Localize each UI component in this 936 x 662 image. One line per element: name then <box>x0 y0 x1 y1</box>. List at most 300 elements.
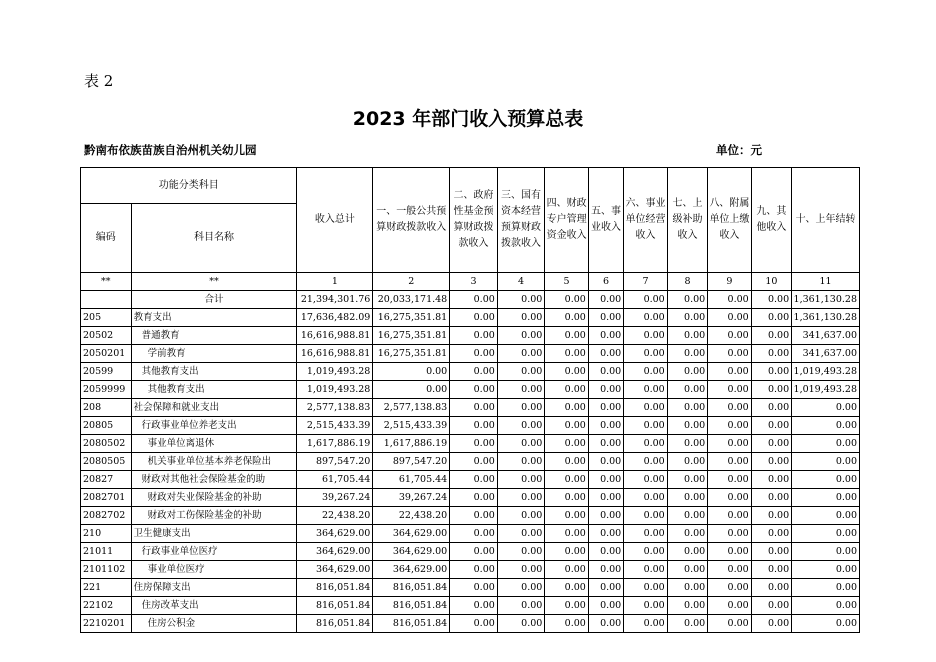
item-name-cell: 事业单位离退休 <box>131 435 297 453</box>
organization-name: 黔南布依族苗族自治州机关幼儿园 <box>84 143 257 157</box>
amount-cell: 0.00 <box>667 489 707 507</box>
amount-cell: 0.00 <box>667 291 707 309</box>
amount-cell: 0.00 <box>450 543 498 561</box>
amount-cell: 0.00 <box>751 525 791 543</box>
item-name-cell: 住房公积金 <box>131 615 297 633</box>
amount-cell: 0.00 <box>497 615 545 633</box>
table-body <box>81 273 860 633</box>
amount-cell: 0.00 <box>792 507 860 525</box>
table-row <box>81 309 860 327</box>
amount-cell: 2,515,433.39 <box>373 417 450 435</box>
amount-cell: 0.00 <box>708 453 752 471</box>
amount-cell: 0.00 <box>545 435 589 453</box>
amount-cell: 0.00 <box>545 543 589 561</box>
amount-cell: 0.00 <box>450 489 498 507</box>
amount-cell: 2,577,138.83 <box>373 399 450 417</box>
total-label-cell: 合计 <box>131 291 297 309</box>
amount-cell: 0.00 <box>751 327 791 345</box>
amount-cell: 0.00 <box>708 291 752 309</box>
amount-cell: 0.00 <box>624 309 668 327</box>
table-row <box>81 453 860 471</box>
amount-cell: 0.00 <box>751 453 791 471</box>
amount-cell: 0.00 <box>588 435 623 453</box>
code-cell: 22102 <box>81 597 132 615</box>
code-cell: 208 <box>81 399 132 417</box>
amount-cell: 0.00 <box>792 561 860 579</box>
amount-cell: 0.00 <box>708 435 752 453</box>
table-row <box>81 345 860 363</box>
amount-cell: 0.00 <box>708 615 752 633</box>
item-name-cell: 社会保障和就业支出 <box>131 399 297 417</box>
amount-cell: 0.00 <box>667 417 707 435</box>
code-cell: 205 <box>81 309 132 327</box>
amount-cell: 0.00 <box>708 471 752 489</box>
amount-cell: 0.00 <box>624 507 668 525</box>
amount-cell: 0.00 <box>450 471 498 489</box>
table-row <box>81 525 860 543</box>
amount-cell: 1,617,886.19 <box>297 435 373 453</box>
amount-cell: 0.00 <box>792 435 860 453</box>
page-title: 2023 年部门收入预算总表 <box>352 108 584 130</box>
amount-cell: 0.00 <box>588 309 623 327</box>
amount-cell: 0.00 <box>545 579 589 597</box>
amount-cell: 0.00 <box>751 435 791 453</box>
column-index-cell: 8 <box>667 273 707 291</box>
amount-cell: 0.00 <box>497 309 545 327</box>
amount-cell: 0.00 <box>624 579 668 597</box>
amount-cell: 0.00 <box>667 615 707 633</box>
item-name-cell: 其他教育支出 <box>131 381 297 399</box>
amount-cell: 0.00 <box>545 381 589 399</box>
item-name-cell: 财政对工伤保险基金的补助 <box>131 507 297 525</box>
amount-cell: 0.00 <box>497 381 545 399</box>
item-name-cell: 卫生健康支出 <box>131 525 297 543</box>
amount-cell: 0.00 <box>667 543 707 561</box>
amount-cell: 1,361,130.28 <box>792 309 860 327</box>
amount-cell: 0.00 <box>588 579 623 597</box>
column-index-cell: 1 <box>297 273 373 291</box>
amount-cell: 0.00 <box>588 399 623 417</box>
amount-cell: 0.00 <box>624 489 668 507</box>
amount-cell: 0.00 <box>545 363 589 381</box>
amount-cell: 0.00 <box>667 363 707 381</box>
amount-cell: 0.00 <box>497 453 545 471</box>
amount-cell: 0.00 <box>708 489 752 507</box>
amount-cell: 0.00 <box>497 471 545 489</box>
table-row <box>81 363 860 381</box>
table-row <box>81 543 860 561</box>
amount-cell: 816,051.84 <box>373 615 450 633</box>
header-total: 收入总计 <box>297 168 373 273</box>
code-cell: 2059999 <box>81 381 132 399</box>
amount-cell: 0.00 <box>497 507 545 525</box>
amount-cell: 0.00 <box>450 399 498 417</box>
amount-cell: 0.00 <box>545 525 589 543</box>
amount-cell: 0.00 <box>624 471 668 489</box>
amount-cell: 364,629.00 <box>297 525 373 543</box>
code-cell: 20805 <box>81 417 132 435</box>
amount-cell: 0.00 <box>497 327 545 345</box>
amount-cell: 0.00 <box>588 543 623 561</box>
amount-cell: 0.00 <box>497 291 545 309</box>
column-index-cell: ** <box>131 273 297 291</box>
amount-cell: 0.00 <box>588 525 623 543</box>
amount-cell: 816,051.84 <box>297 597 373 615</box>
column-index-cell: ** <box>81 273 132 291</box>
header-col-6: 六、事业单位经营收入 <box>624 168 668 273</box>
amount-cell: 39,267.24 <box>297 489 373 507</box>
amount-cell: 341,637.00 <box>792 345 860 363</box>
item-name-cell: 行政事业单位医疗 <box>131 543 297 561</box>
amount-cell: 0.00 <box>450 381 498 399</box>
amount-cell: 16,616,988.81 <box>297 327 373 345</box>
amount-cell: 0.00 <box>588 507 623 525</box>
column-index-cell: 3 <box>450 273 498 291</box>
amount-cell: 0.00 <box>751 381 791 399</box>
amount-cell: 341,637.00 <box>792 327 860 345</box>
amount-cell: 0.00 <box>497 399 545 417</box>
amount-cell: 39,267.24 <box>373 489 450 507</box>
header-col-5: 五、事业收入 <box>588 168 623 273</box>
amount-cell: 0.00 <box>624 543 668 561</box>
header-col-1: 一、一般公共预算财政拨款收入 <box>373 168 450 273</box>
amount-cell: 0.00 <box>624 399 668 417</box>
amount-cell: 0.00 <box>588 597 623 615</box>
table-row <box>81 435 860 453</box>
item-name-cell: 其他教育支出 <box>131 363 297 381</box>
amount-cell: 1,019,493.28 <box>792 363 860 381</box>
amount-cell: 0.00 <box>667 525 707 543</box>
amount-cell: 0.00 <box>792 615 860 633</box>
amount-cell: 0.00 <box>624 561 668 579</box>
amount-cell: 0.00 <box>667 399 707 417</box>
amount-cell: 0.00 <box>667 579 707 597</box>
amount-cell: 0.00 <box>792 399 860 417</box>
amount-cell: 0.00 <box>588 381 623 399</box>
amount-cell: 0.00 <box>751 543 791 561</box>
amount-cell: 0.00 <box>624 435 668 453</box>
amount-cell: 0.00 <box>624 525 668 543</box>
amount-cell: 0.00 <box>545 291 589 309</box>
amount-cell: 0.00 <box>751 579 791 597</box>
header-col-4: 四、财政专户管理资金收入 <box>545 168 589 273</box>
code-cell: 2082702 <box>81 507 132 525</box>
amount-cell: 897,547.20 <box>297 453 373 471</box>
amount-cell: 816,051.84 <box>373 579 450 597</box>
amount-cell: 0.00 <box>545 471 589 489</box>
amount-cell: 364,629.00 <box>373 525 450 543</box>
amount-cell: 17,636,482.09 <box>297 309 373 327</box>
amount-cell: 0.00 <box>751 615 791 633</box>
amount-cell: 0.00 <box>708 363 752 381</box>
amount-cell: 0.00 <box>450 615 498 633</box>
amount-cell: 0.00 <box>588 417 623 435</box>
code-cell: 20827 <box>81 471 132 489</box>
amount-cell: 1,019,493.28 <box>792 381 860 399</box>
amount-cell: 0.00 <box>708 345 752 363</box>
amount-cell: 0.00 <box>624 381 668 399</box>
code-cell: 2082701 <box>81 489 132 507</box>
amount-cell: 364,629.00 <box>373 561 450 579</box>
amount-cell: 16,616,988.81 <box>297 345 373 363</box>
header-func-category: 功能分类科目 <box>81 168 297 204</box>
amount-cell: 0.00 <box>545 327 589 345</box>
amount-cell: 0.00 <box>708 543 752 561</box>
table-row <box>81 327 860 345</box>
amount-cell: 364,629.00 <box>297 543 373 561</box>
amount-cell: 0.00 <box>751 291 791 309</box>
amount-cell: 0.00 <box>751 597 791 615</box>
table-row <box>81 471 860 489</box>
amount-cell: 0.00 <box>450 507 498 525</box>
amount-cell: 0.00 <box>588 561 623 579</box>
table-row <box>81 597 860 615</box>
amount-cell: 0.00 <box>545 597 589 615</box>
amount-cell: 0.00 <box>497 597 545 615</box>
amount-cell: 0.00 <box>545 507 589 525</box>
column-index-cell: 7 <box>624 273 668 291</box>
table-row <box>81 561 860 579</box>
item-name-cell: 财政对其他社会保险基金的助 <box>131 471 297 489</box>
amount-cell: 0.00 <box>667 597 707 615</box>
amount-cell: 0.00 <box>450 561 498 579</box>
amount-cell: 0.00 <box>792 543 860 561</box>
amount-cell: 0.00 <box>545 345 589 363</box>
amount-cell: 0.00 <box>792 417 860 435</box>
amount-cell: 1,617,886.19 <box>373 435 450 453</box>
amount-cell: 0.00 <box>624 453 668 471</box>
item-name-cell: 教育支出 <box>131 309 297 327</box>
amount-cell: 897,547.20 <box>373 453 450 471</box>
amount-cell: 0.00 <box>497 435 545 453</box>
code-cell: 21011 <box>81 543 132 561</box>
amount-cell: 0.00 <box>373 363 450 381</box>
amount-cell: 0.00 <box>792 525 860 543</box>
amount-cell: 0.00 <box>708 417 752 435</box>
amount-cell: 0.00 <box>588 345 623 363</box>
header-code: 编码 <box>81 204 132 273</box>
amount-cell: 0.00 <box>545 561 589 579</box>
code-cell: 210 <box>81 525 132 543</box>
amount-cell: 0.00 <box>545 309 589 327</box>
amount-cell: 0.00 <box>588 327 623 345</box>
amount-cell: 0.00 <box>450 597 498 615</box>
code-cell <box>81 291 132 309</box>
column-index-cell: 11 <box>792 273 860 291</box>
amount-cell: 0.00 <box>624 417 668 435</box>
code-cell: 2050201 <box>81 345 132 363</box>
amount-cell: 0.00 <box>708 525 752 543</box>
amount-cell: 1,019,493.28 <box>297 381 373 399</box>
amount-cell: 0.00 <box>497 543 545 561</box>
amount-cell: 21,394,301.76 <box>297 291 373 309</box>
amount-cell: 0.00 <box>792 489 860 507</box>
amount-cell: 0.00 <box>751 363 791 381</box>
table-row <box>81 507 860 525</box>
item-name-cell: 住房改革支出 <box>131 597 297 615</box>
amount-cell: 0.00 <box>751 399 791 417</box>
amount-cell: 0.00 <box>708 597 752 615</box>
amount-cell: 0.00 <box>708 399 752 417</box>
amount-cell: 0.00 <box>497 579 545 597</box>
amount-cell: 0.00 <box>497 489 545 507</box>
amount-cell: 1,361,130.28 <box>792 291 860 309</box>
amount-cell: 0.00 <box>751 471 791 489</box>
amount-cell: 0.00 <box>624 597 668 615</box>
amount-cell: 0.00 <box>708 309 752 327</box>
code-cell: 2080505 <box>81 453 132 471</box>
amount-cell: 20,033,171.48 <box>373 291 450 309</box>
amount-cell: 22,438.20 <box>373 507 450 525</box>
amount-cell: 0.00 <box>588 489 623 507</box>
amount-cell: 0.00 <box>624 615 668 633</box>
header-col-2: 二、政府性基金预算财政拨款收入 <box>450 168 498 273</box>
amount-cell: 0.00 <box>667 381 707 399</box>
item-name-cell: 普通教育 <box>131 327 297 345</box>
column-index-cell: 6 <box>588 273 623 291</box>
amount-cell: 0.00 <box>708 507 752 525</box>
table-row <box>81 291 860 309</box>
table-row <box>81 489 860 507</box>
amount-cell: 0.00 <box>624 363 668 381</box>
amount-cell: 0.00 <box>450 579 498 597</box>
header-col-9: 九、其他收入 <box>751 168 791 273</box>
amount-cell: 816,051.84 <box>373 597 450 615</box>
amount-cell: 16,275,351.81 <box>373 345 450 363</box>
amount-cell: 0.00 <box>667 471 707 489</box>
amount-cell: 0.00 <box>708 327 752 345</box>
amount-cell: 816,051.84 <box>297 615 373 633</box>
amount-cell: 0.00 <box>545 453 589 471</box>
item-name-cell: 事业单位医疗 <box>131 561 297 579</box>
column-index-cell: 9 <box>708 273 752 291</box>
header-col-3: 三、国有资本经营预算财政拨款收入 <box>497 168 545 273</box>
amount-cell: 0.00 <box>667 561 707 579</box>
amount-cell: 0.00 <box>751 489 791 507</box>
column-index-cell: 5 <box>545 273 589 291</box>
amount-cell: 0.00 <box>708 579 752 597</box>
amount-cell: 0.00 <box>497 561 545 579</box>
amount-cell: 0.00 <box>751 561 791 579</box>
amount-cell: 0.00 <box>588 615 623 633</box>
amount-cell: 0.00 <box>751 309 791 327</box>
table-row <box>81 399 860 417</box>
amount-cell: 0.00 <box>545 417 589 435</box>
amount-cell: 0.00 <box>373 381 450 399</box>
item-name-cell: 行政事业单位养老支出 <box>131 417 297 435</box>
amount-cell: 0.00 <box>624 291 668 309</box>
amount-cell: 0.00 <box>545 489 589 507</box>
column-index-row <box>81 273 860 291</box>
code-cell: 20502 <box>81 327 132 345</box>
amount-cell: 16,275,351.81 <box>373 327 450 345</box>
table-row <box>81 579 860 597</box>
amount-cell: 0.00 <box>450 435 498 453</box>
amount-cell: 0.00 <box>497 525 545 543</box>
amount-cell: 0.00 <box>751 417 791 435</box>
amount-cell: 0.00 <box>751 345 791 363</box>
code-cell: 2210201 <box>81 615 132 633</box>
amount-cell: 0.00 <box>497 345 545 363</box>
code-cell: 2080502 <box>81 435 132 453</box>
header-col-10: 十、上年结转 <box>792 168 860 273</box>
amount-cell: 0.00 <box>450 453 498 471</box>
amount-cell: 0.00 <box>588 363 623 381</box>
amount-cell: 0.00 <box>497 363 545 381</box>
amount-cell: 0.00 <box>450 363 498 381</box>
amount-cell: 0.00 <box>588 471 623 489</box>
unit-label: 单位：元 <box>716 143 762 157</box>
amount-cell: 0.00 <box>545 615 589 633</box>
item-name-cell: 学前教育 <box>131 345 297 363</box>
amount-cell: 816,051.84 <box>297 579 373 597</box>
amount-cell: 0.00 <box>624 345 668 363</box>
amount-cell: 61,705.44 <box>373 471 450 489</box>
amount-cell: 0.00 <box>450 291 498 309</box>
amount-cell: 0.00 <box>708 381 752 399</box>
header-item-name: 科目名称 <box>131 204 297 273</box>
item-name-cell: 财政对失业保险基金的补助 <box>131 489 297 507</box>
item-name-cell: 住房保障支出 <box>131 579 297 597</box>
amount-cell: 0.00 <box>450 345 498 363</box>
code-cell: 221 <box>81 579 132 597</box>
table-row <box>81 381 860 399</box>
amount-cell: 0.00 <box>792 597 860 615</box>
amount-cell: 0.00 <box>450 417 498 435</box>
amount-cell: 0.00 <box>545 399 589 417</box>
code-cell: 20599 <box>81 363 132 381</box>
amount-cell: 0.00 <box>450 525 498 543</box>
column-index-cell: 2 <box>373 273 450 291</box>
table-row <box>81 417 860 435</box>
budget-table <box>80 167 860 633</box>
amount-cell: 61,705.44 <box>297 471 373 489</box>
code-cell: 2101102 <box>81 561 132 579</box>
amount-cell: 0.00 <box>792 453 860 471</box>
amount-cell: 0.00 <box>708 561 752 579</box>
amount-cell: 0.00 <box>450 309 498 327</box>
amount-cell: 1,019,493.28 <box>297 363 373 381</box>
table-row <box>81 615 860 633</box>
header-col-8: 八、附属单位上缴收入 <box>708 168 752 273</box>
amount-cell: 0.00 <box>667 453 707 471</box>
amount-cell: 2,577,138.83 <box>297 399 373 417</box>
amount-cell: 0.00 <box>792 471 860 489</box>
amount-cell: 0.00 <box>667 345 707 363</box>
amount-cell: 0.00 <box>667 435 707 453</box>
amount-cell: 22,438.20 <box>297 507 373 525</box>
amount-cell: 0.00 <box>588 291 623 309</box>
amount-cell: 0.00 <box>450 327 498 345</box>
table-number-label: 表 2 <box>84 72 114 90</box>
amount-cell: 2,515,433.39 <box>297 417 373 435</box>
amount-cell: 0.00 <box>751 507 791 525</box>
item-name-cell: 机关事业单位基本养老保险出 <box>131 453 297 471</box>
amount-cell: 0.00 <box>667 327 707 345</box>
amount-cell: 0.00 <box>497 417 545 435</box>
amount-cell: 364,629.00 <box>373 543 450 561</box>
header-row-1 <box>81 168 860 204</box>
amount-cell: 16,275,351.81 <box>373 309 450 327</box>
amount-cell: 0.00 <box>667 507 707 525</box>
column-index-cell: 4 <box>497 273 545 291</box>
amount-cell: 0.00 <box>792 579 860 597</box>
amount-cell: 0.00 <box>624 327 668 345</box>
header-col-7: 七、上级补助收入 <box>667 168 707 273</box>
amount-cell: 0.00 <box>588 453 623 471</box>
amount-cell: 364,629.00 <box>297 561 373 579</box>
amount-cell: 0.00 <box>667 309 707 327</box>
